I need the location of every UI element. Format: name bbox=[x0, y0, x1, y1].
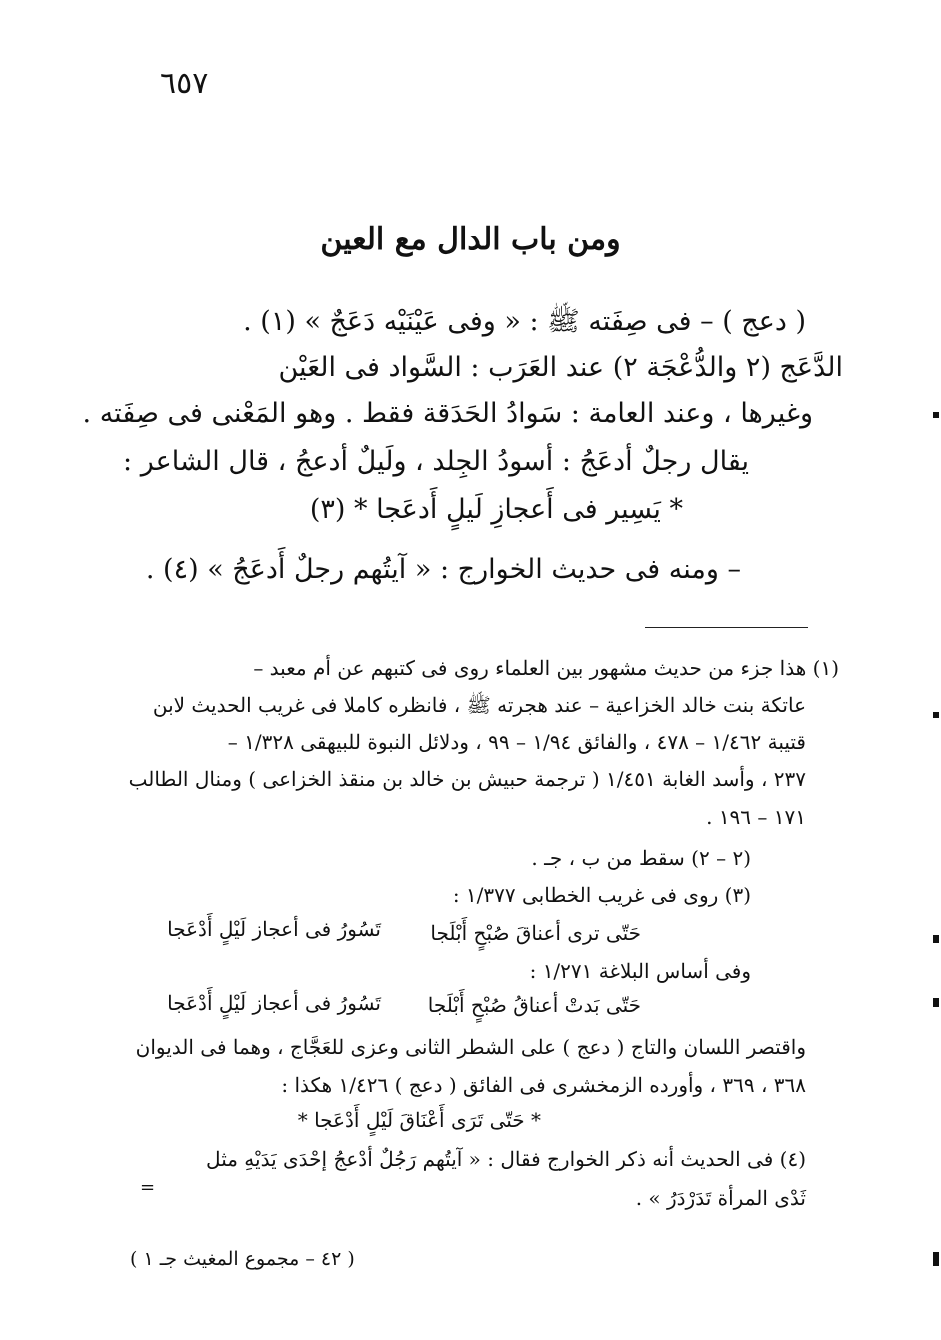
footnote-line: ثَدْى المرأة تَدَرْدَرُ » . bbox=[635, 1186, 806, 1210]
verse-hemistich: تَسُورُ فى أعجاز لَيْلٍ أَدْعَجا bbox=[167, 991, 381, 1015]
footnote-line: واقتصر اللسان والتاج ( دعج ) على الشطر الثانى وعزى للعَجَّاج ، وهما فى الديوان bbox=[135, 1035, 806, 1059]
verse-hemistich: تَسُورُ فى أعجاز لَيْلٍ أَدْعَجا bbox=[167, 917, 381, 941]
main-line: – ومنه فى حديث الخوارج : « آيتُهم رجلٌ أَدعَجُ » (٤) . bbox=[145, 554, 741, 585]
scan-mark bbox=[933, 998, 939, 1007]
main-line: * يَسِير فى أَعجازِ لَيلٍ أَدعَجا * (٣) bbox=[309, 494, 683, 525]
continuation-mark: = bbox=[140, 1177, 156, 1198]
main-line: الدَّعَج (٢ والدُّعْجَة ٢) عند العَرَب : السَّواد فى العَيْن bbox=[278, 352, 843, 383]
scan-mark bbox=[933, 1252, 939, 1266]
main-line: يقال رجلٌ أدعَجُ : أسودُ الجِلد ، ولَيلٌ أدعجُ ، قال الشاعر : bbox=[123, 446, 749, 477]
footnote-line: (١) هذا جزء من حديث مشهور بين العلماء روى فى كتبهم عن أم معبد – bbox=[253, 656, 839, 680]
verse-hemistich: حَتّى بَدتْ أعناقُ صُبْحٍ أَبْلَجا bbox=[427, 993, 641, 1017]
footnote-line: ١٧١ – ١٩٦ . bbox=[706, 805, 806, 829]
main-line: ( دعج ) – فى صِفَته ﷺ : « وفى عَيْنَيْه دَعَجٌ » (١) . bbox=[243, 306, 806, 337]
footnote-line: قتيبة ١/٤٦٢ – ٤٧٨ ، والفائق ١/٩٤ – ٩٩ ، ودلائل النبوة للبيهقى ١/٣٢٨ – bbox=[227, 730, 806, 754]
footnote-separator bbox=[645, 627, 808, 628]
footnote-line: عاتكة بنت خالد الخزاعية – عند هجرته ﷺ ، فانظره كاملا فى غريب الحديث لابن bbox=[152, 693, 806, 717]
page-number: ٦٥٧ bbox=[160, 66, 209, 101]
verse-hemistich: حَتّى ترى أعناقَ صُبْحٍ أَبْلَجا bbox=[430, 921, 641, 945]
footnote-line: (٢ – ٢) سقط من ب ، جـ . bbox=[531, 846, 751, 870]
footnote-line: (٤) فى الحديث أنه ذكر الخوارج فقال : « آيتُهم رَجُلٌ أدْعجُ إحْدَى يَدَيْهِ مثل bbox=[206, 1147, 806, 1171]
section-title: ومن باب الدال مع العين bbox=[320, 222, 621, 257]
footnote-line: ٢٣٧ ، وأسد الغابة ١/٤٥١ ( ترجمة حبيش بن خالد بن منقذ الخزاعى ) ومنال الطالب bbox=[128, 767, 806, 791]
scan-mark bbox=[933, 412, 939, 418]
scan-mark bbox=[933, 935, 939, 943]
footer-signature: ( ٤٢ – مجموع المغيث جـ ١ ) bbox=[130, 1248, 355, 1270]
main-line: وغيرها ، وعند العامة : سَوادُ الحَدَقة فقط . وهو المَعْنى فى صِفَته . bbox=[82, 398, 813, 429]
scan-mark bbox=[933, 712, 939, 718]
footnote-line: وفى أساس البلاغة ١/٢٧١ : bbox=[529, 959, 751, 983]
footnote-line: * حَتّى تَرَى أَعْنَاقَ لَيْلٍ أَدْعَجا * bbox=[297, 1108, 541, 1132]
footnote-line: (٣) روى فى غريب الخطابى ١/٣٧٧ : bbox=[452, 883, 751, 907]
footnote-line: ٣٦٨ ، ٣٦٩ ، وأورده الزمخشرى فى الفائق ( دعج ) ١/٤٢٦ هكذا : bbox=[281, 1073, 806, 1097]
